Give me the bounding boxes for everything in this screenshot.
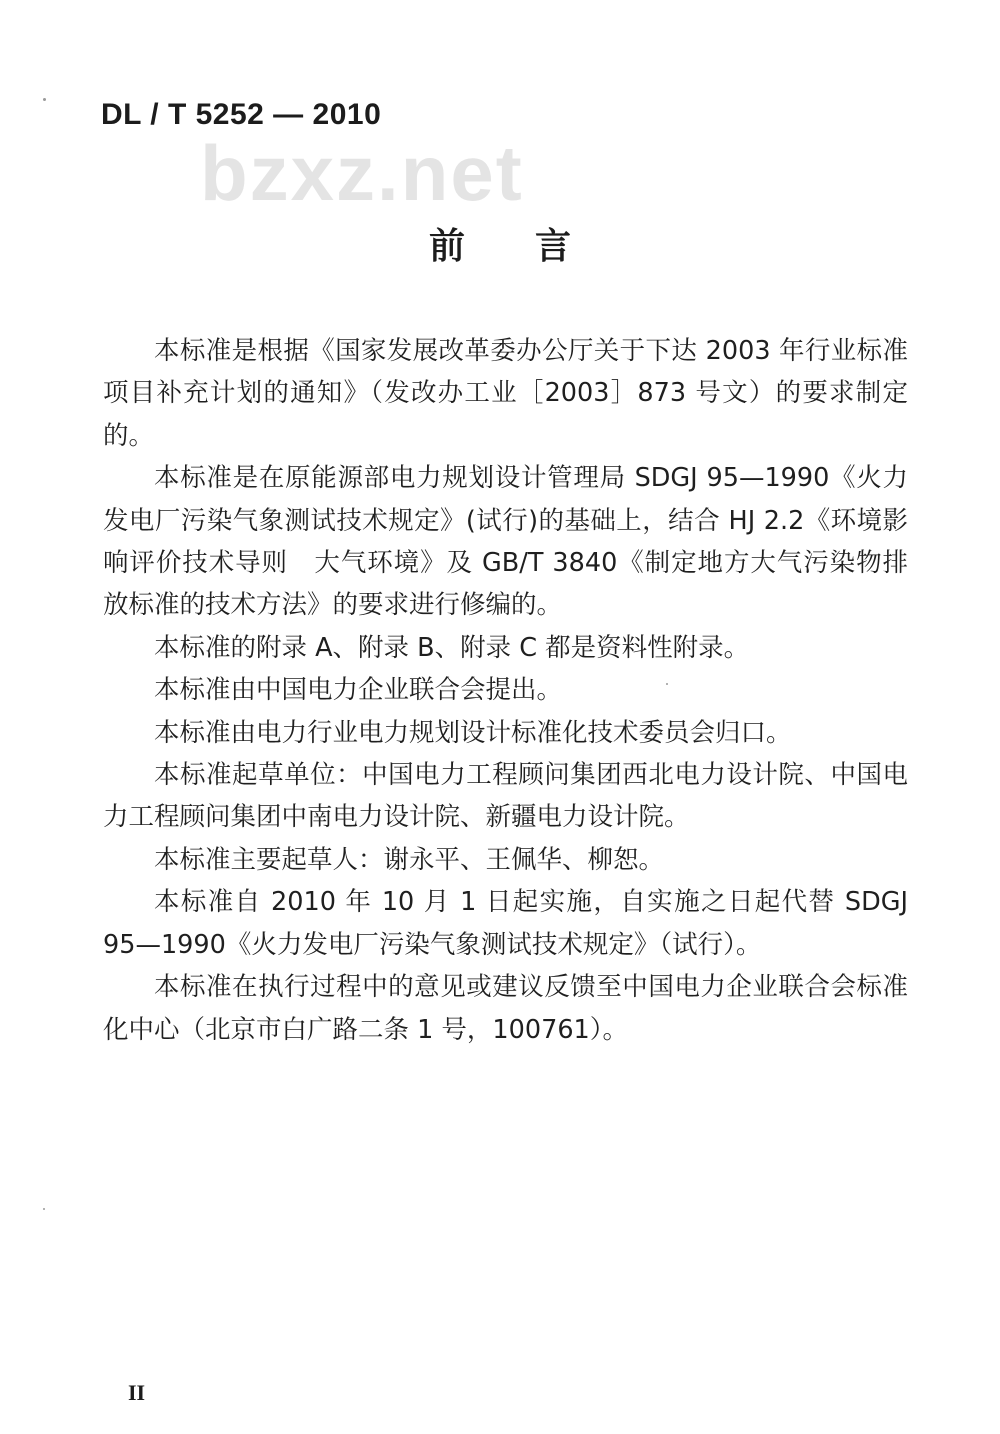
paragraph-proposer: 本标准由中国电力企业联合会提出。 xyxy=(154,675,563,706)
paragraph-effective-date: 本标准自 2010 年 10 月 1 日起实施，自实施之日起代替 SDGJ 95—1990《火力发电厂污染气象测试技术规定》（试行）。 xyxy=(103,887,908,960)
paragraph-appendices: 本标准的附录 A、附录 B、附录 C 都是资料性附录。 xyxy=(154,632,750,663)
paragraph-administrator: 本标准由电力行业电力规划设计标准化技术委员会归口。 xyxy=(154,717,792,748)
standard-code: DL / T 5252 — 2010 xyxy=(101,98,382,131)
page-number: II xyxy=(128,1380,146,1405)
scan-speck xyxy=(43,1208,45,1210)
watermark: bzxz.net xyxy=(200,129,524,217)
paragraph-basis: 本标准是根据《国家发展改革委办公厅关于下达 2003 年行业标准项目补充计划的通知》（发改办工业［2003］873 号文）的要求制定的。 xyxy=(103,336,908,451)
paragraph-feedback: 本标准在执行过程中的意见或建议反馈至中国电力企业联合会标准化中心（北京市白广路二条 1 号，100761）。 xyxy=(103,972,908,1045)
scan-speck xyxy=(666,683,668,685)
paragraph-revision: 本标准是在原能源部电力规划设计管理局 SDGJ 95—1990《火力发电厂污染气象测试技术规定》(试行)的基础上，结合 HJ 2.2《环境影响评价技术导则 大气环境》及 GB/T 3840《制定地方大气污染物排放标准的技术方法》的要求进行修编的。 xyxy=(103,463,908,621)
preface-body xyxy=(103,330,908,1051)
paragraph-drafting-units: 本标准起草单位：中国电力工程顾问集团西北电力设计院、中国电力工程顾问集团中南电力设计院、新疆电力设计院。 xyxy=(103,760,908,833)
scan-speck xyxy=(43,98,46,101)
page-title: 前言 xyxy=(428,226,641,267)
paragraph-drafters: 本标准主要起草人：谢永平、王佩华、柳恕。 xyxy=(154,844,665,875)
